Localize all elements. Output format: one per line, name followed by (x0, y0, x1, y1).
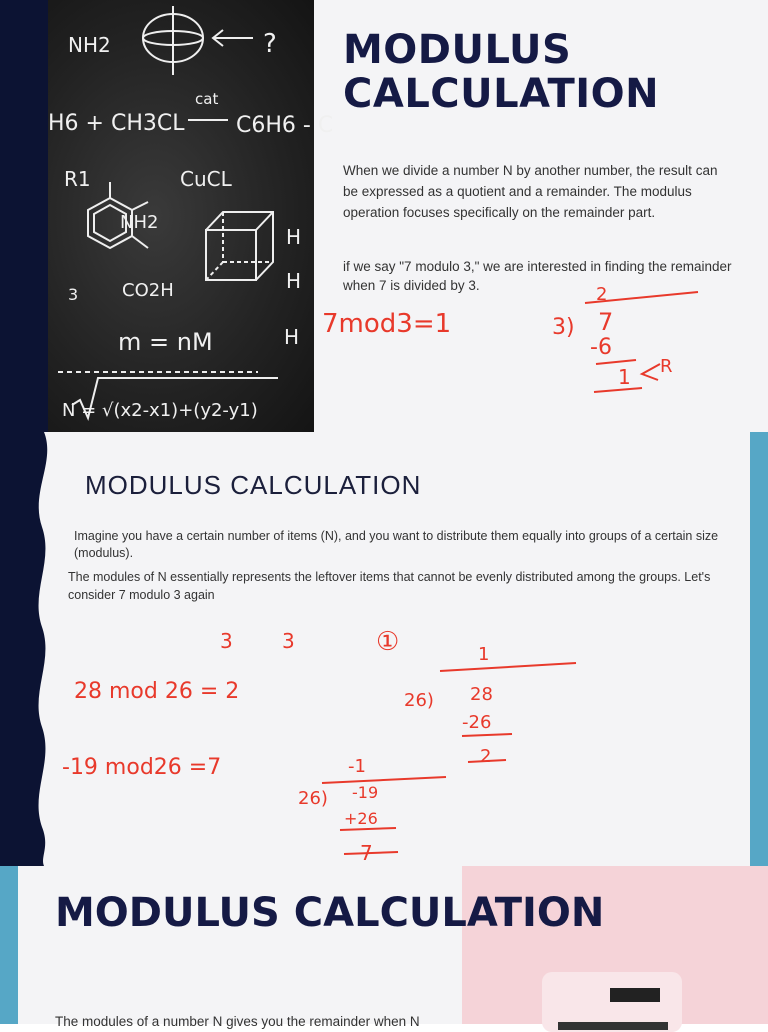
chalk-distance-formula: N = √(x2-x1)+(y2-y1) (62, 400, 258, 421)
paragraph-leftover: The modules of N essentially represents the leftover items that cannot be evenly distributed among the groups. Let's consider 7 modulo 3 again (68, 570, 711, 602)
hw-div1-remainder: 2 (480, 746, 492, 767)
slide-title: MODULUS CALCULATION (55, 890, 605, 936)
paragraph-remainder: The modules of a number N gives you the remainder when N (55, 1014, 420, 1029)
hw-circled-one: ① (376, 627, 400, 657)
hw-div1-divisor: 26) (404, 690, 434, 711)
paragraph-example: if we say "7 modulo 3," we are interested in finding the remainder when 7 is divided by 3. (343, 259, 732, 293)
paragraph-definition: When we divide a number N by another number, the result can be expressed as a quotient and a remainder. The modulus operation focuses specifically on the remainder part. (343, 163, 718, 220)
slide-title: MODULUS CALCULATION (343, 27, 660, 117)
hw-three-b: 3 (282, 629, 295, 653)
hw-7mod3-equation: 7mod3=1 (322, 309, 452, 339)
hw-div1-subtract: -26 (462, 712, 492, 733)
chalk-h1: H (286, 225, 302, 249)
chalk-m-nm: m = nM (118, 328, 213, 356)
chalk-r1: R1 (64, 167, 91, 191)
hw-eq-neg19mod26: -19 mod26 =7 (62, 755, 222, 780)
hw-div2-dividend: -19 (352, 783, 379, 802)
calculator-display (610, 988, 660, 1002)
chalk-h2: H (286, 269, 302, 293)
hw-div2-remainder: 7 (360, 841, 373, 865)
chalk-nh2: NH2 (68, 33, 111, 57)
slide-2 (0, 432, 768, 866)
chalk-question: ? (263, 29, 277, 59)
accent-bar (0, 866, 18, 1024)
chalk-reaction-left: H6 + CH3CL (48, 111, 185, 136)
hw-dividend: 7 (598, 308, 614, 336)
calculator-key (558, 1022, 668, 1030)
chalk-h3: H (284, 325, 300, 349)
hw-div1-dividend: 28 (470, 684, 493, 705)
paragraph-imagine: Imagine you have a certain number of items (N), and you want to distribute them equally into groups of a certain size (modulus). (74, 529, 719, 560)
chalk-reaction-right: C6H6 - C (236, 113, 334, 138)
hw-eq-28mod26: 28 mod 26 = 2 (74, 679, 240, 704)
chalk-nh2-ring: NH2 (120, 212, 159, 233)
hw-div2-subtract: +26 (344, 809, 378, 828)
chalk-co2h: CO2H (122, 280, 174, 301)
slide-1 (0, 0, 768, 432)
hw-quotient: 2 (596, 284, 608, 305)
handwritten-annotations (0, 0, 768, 432)
hw-subtract: -6 (590, 335, 612, 360)
hw-div2-divisor: 26) (298, 788, 328, 809)
slide-3 (0, 866, 768, 1029)
handwritten-annotations (0, 432, 768, 866)
hw-divisor: 3) (552, 315, 575, 340)
chalk-3: 3 (68, 285, 79, 304)
hw-div2-quotient: -1 (348, 756, 366, 777)
hw-remainder-tag: R (660, 356, 673, 377)
hw-three-a: 3 (220, 629, 233, 653)
chalk-cucl: CuCL (180, 167, 232, 191)
hw-remainder: 1 (618, 365, 631, 389)
chalk-cat: cat (195, 90, 219, 108)
hw-div1-quotient: 1 (478, 644, 490, 665)
slide-title: MODULUS CALCULATION (85, 470, 422, 500)
